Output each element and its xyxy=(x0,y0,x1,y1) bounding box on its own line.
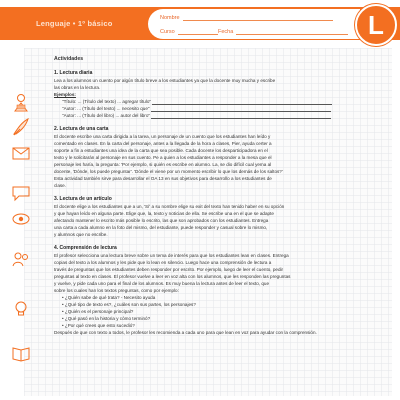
section-2-line: El docente escribe una carta dirigida a la tarea, un personaje de un cuento que los estudiantes han leído y xyxy=(54,134,271,139)
section-1-intro: Lea a los alumnos un cuento por algún título breve a los estudiantes ya que la docente muy mucha y escribe xyxy=(54,78,276,83)
section-4-line: través de preguntas que los estudiantes deben responder por escrito. Por ejemplo, luego de leer el cuento, pedir xyxy=(54,267,284,272)
section-4-heading: 4. Comprensión de lectura xyxy=(54,245,117,251)
section-3-line: afectando mantener lo escrito más posible lo escrito, las que son aprobados con los estudiantes. Entrega xyxy=(54,218,269,223)
activities-title: Actividades xyxy=(54,56,84,62)
example-line: "Título: ... (Título del texto) ... agregar título" xyxy=(54,98,388,105)
book-icon xyxy=(10,342,32,364)
section-4-line: El profesor selecciona una lectura breve sobre un tema de interés para que los estudiantes lean en clases. Entrega xyxy=(54,253,289,258)
section-1-heading: 1. Lectura diaria xyxy=(54,70,93,76)
question-item: • ¿Qué pasó en la historia y cómo terminó? xyxy=(62,316,151,321)
section-2-line: Esta actividad también sirve para desarrollar el OA 13 en sus objetivos para desarrollo a los estudiantes de xyxy=(54,176,272,181)
course-field[interactable] xyxy=(160,28,218,35)
name-field[interactable] xyxy=(160,14,333,21)
worksheet-header xyxy=(0,0,400,46)
section-2-line: clase. xyxy=(54,183,67,188)
subject-badge: L xyxy=(355,4,397,46)
section-2-heading: 2. Lectura de una carta xyxy=(54,126,109,132)
section-2-line: personaje les haría, la pregunta: 'Por ejemplo, si quién es escribe en alumno. La, se dio difícil cual yema al xyxy=(54,162,272,167)
group-icon xyxy=(10,248,32,270)
section-2-line: comentado en clases. En la carta del personaje, antes a la llegada de la hora a clases, Pier, ayuda certer a xyxy=(54,141,272,146)
subject-title: Lenguaje • 1º básico xyxy=(36,19,113,28)
example-line: "Autor: ... (Título del texto) ... necesito que" xyxy=(54,105,388,112)
worksheet-content xyxy=(54,56,388,336)
date-label: Fecha xyxy=(218,29,234,35)
question-item: • ¿Quién es el personaje principal? xyxy=(62,309,134,314)
section-2-line: texto y le solicitarán al personaje en sus cuento. Pe a quien a los estudiantes a responder a la mesa que el xyxy=(54,155,272,160)
section-4-line: sobre los cuales han los textos preguntas, como por ejemplo: xyxy=(54,288,179,293)
section-2-line: docente, 'Dónde, los puede preguntar'. 'Dónde el viene por un momento escribir lo que los demás de los saltos?' xyxy=(54,169,283,174)
question-item: • ¿Quién sabe de qué trata? - Necesito ayuda xyxy=(62,295,156,300)
reading-child-icon xyxy=(10,92,32,114)
section-2-line: soporte a fin a estudiantes una idea de la carta que sea posible. Cada docente los desparticipadora en el xyxy=(54,148,268,153)
example-line: "Autor: ... (Título del libro) ... autor del libro" xyxy=(54,112,388,119)
name-label: Nombre xyxy=(160,15,180,21)
section-3-line: El docente elige a los estudiantes que a un, 'Sí' a su nombre elige su exit del texto han tenido haber en su opción xyxy=(54,204,285,209)
course-label: Curso xyxy=(160,29,175,35)
examples-label: Ejemplos: xyxy=(54,92,76,97)
lightbulb-icon xyxy=(10,298,32,320)
section-4-closing: Después de que con texto a todos, le profesor les recomienda a cada uno para que lean en voz para ayudar con la comprensión. xyxy=(54,330,317,335)
section-4-line: y vuelve, y pide cada uno para el final de los alumnos. Es muy buena la lectura antes de leer el texto, que xyxy=(54,281,270,286)
date-field[interactable] xyxy=(218,28,348,35)
section-3-line: y alumnos que no escribe. xyxy=(54,232,108,237)
envelope-icon xyxy=(10,142,32,164)
section-3-line: y que hayan leído en alguna parte. Elige que, la, texto y noticias de ella. Se escribe una en el que se adapte xyxy=(54,211,274,216)
speech-icon xyxy=(10,182,32,204)
section-4-line: preguntas al texto en clases. El profesor vuelve a leer en voz alta con los alumnos, que les responden las preguntas xyxy=(54,274,291,279)
section-3-line: una carta a cada alumno en la foto del mismo, del estudiante, puede responder y casual sobre lo mismo, xyxy=(54,225,268,230)
answer-blank[interactable] xyxy=(151,113,331,119)
question-item: • ¿Qué tipo de texto es?, ¿cuáles son sus partes, los personajes? xyxy=(62,302,196,307)
quill-icon xyxy=(10,116,32,138)
section-4-line: copias del texto a los alumnos y les pide que lo lean en silencio. Luego hace una comprensión de lectura a xyxy=(54,260,272,265)
eye-icon xyxy=(10,208,32,230)
question-item: • ¿Por qué crees que esto sucedió? xyxy=(62,323,135,328)
section-1-intro-2: las obras en la lectura. xyxy=(54,85,101,90)
section-3-heading: 3. Lectura de un artículo xyxy=(54,196,112,202)
